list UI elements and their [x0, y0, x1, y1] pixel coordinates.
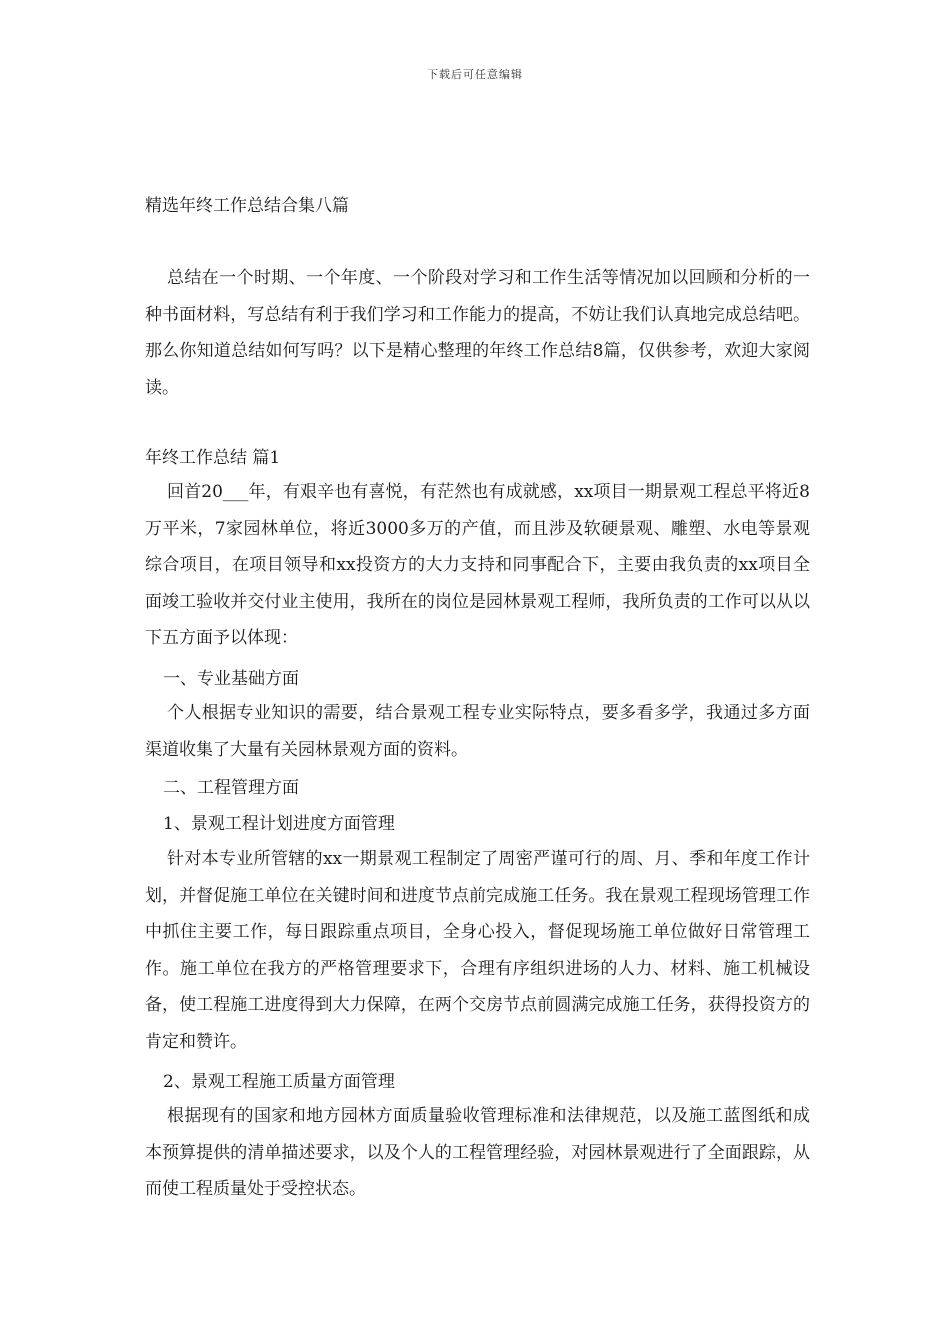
header-note: 下载后可任意编辑: [427, 68, 523, 81]
subheading-quality-management: 2、景观工程施工质量方面管理: [163, 1072, 395, 1092]
subheading-professional-basics: 一、专业基础方面: [163, 669, 299, 689]
body-paragraph-3: 针对本专业所管辖的xx一期景观工程制定了周密严谨可行的周、月、季和年度工作计划，并督促施工单位在关键时间和进度节点前完成施工任务。我在景观工程现场管理工作中抓住主要工作，每日跟踪重点项目，全身心投入，督促现场施工单位做好日常管理工作。施工单位在我方的严格管理要求下，合理有序组织进场的人力、材料、施工机械设备，使工程施工进度得到大力保障，在两个交房节点前圆满完成施工任务，获得投资方的肯定和赞许。: [145, 849, 810, 1052]
section-heading: 年终工作总结 篇1: [145, 448, 281, 468]
subheading-schedule-management: 1、景观工程计划进度方面管理: [163, 814, 395, 834]
intro-paragraph: 总结在一个时期、一个年度、一个阶段对学习和工作生活等情况加以回顾和分析的一种书面材料，写总结有利于我们学习和工作能力的提高，不妨让我们认真地完成总结吧。那么你知道总结如何写吗？以下是精心整理的年终工作总结8篇，仅供参考，欢迎大家阅读。: [145, 268, 810, 398]
subheading-project-management: 二、工程管理方面: [163, 778, 299, 798]
body-paragraph-4: 根据现有的国家和地方园林方面质量验收管理标准和法律规范，以及施工蓝图纸和成本预算提供的清单描述要求，以及个人的工程管理经验，对园林景观进行了全面跟踪，从而使工程质量处于受控状态。: [145, 1106, 810, 1200]
document-title: 精选年终工作总结合集八篇: [145, 196, 349, 216]
body-paragraph-2: 个人根据专业知识的需要，结合景观工程专业实际特点，要多看多学，我通过多方面渠道收集了大量有关园林景观方面的资料。: [145, 703, 810, 760]
body-paragraph-1: 回首20___年，有艰辛也有喜悦，有茫然也有成就感，xx项目一期景观工程总平将近8万平米，7家园林单位，将近3000多万的产值，而且涉及软硬景观、雕塑、水电等景观综合项目，在项目领导和xx投资方的大力支持和同事配合下，主要由我负责的xx项目全面竣工验收并交付业主使用，我所在的岗位是园林景观工程师，我所负责的工作可以从以下五方面予以体现：: [145, 482, 810, 649]
